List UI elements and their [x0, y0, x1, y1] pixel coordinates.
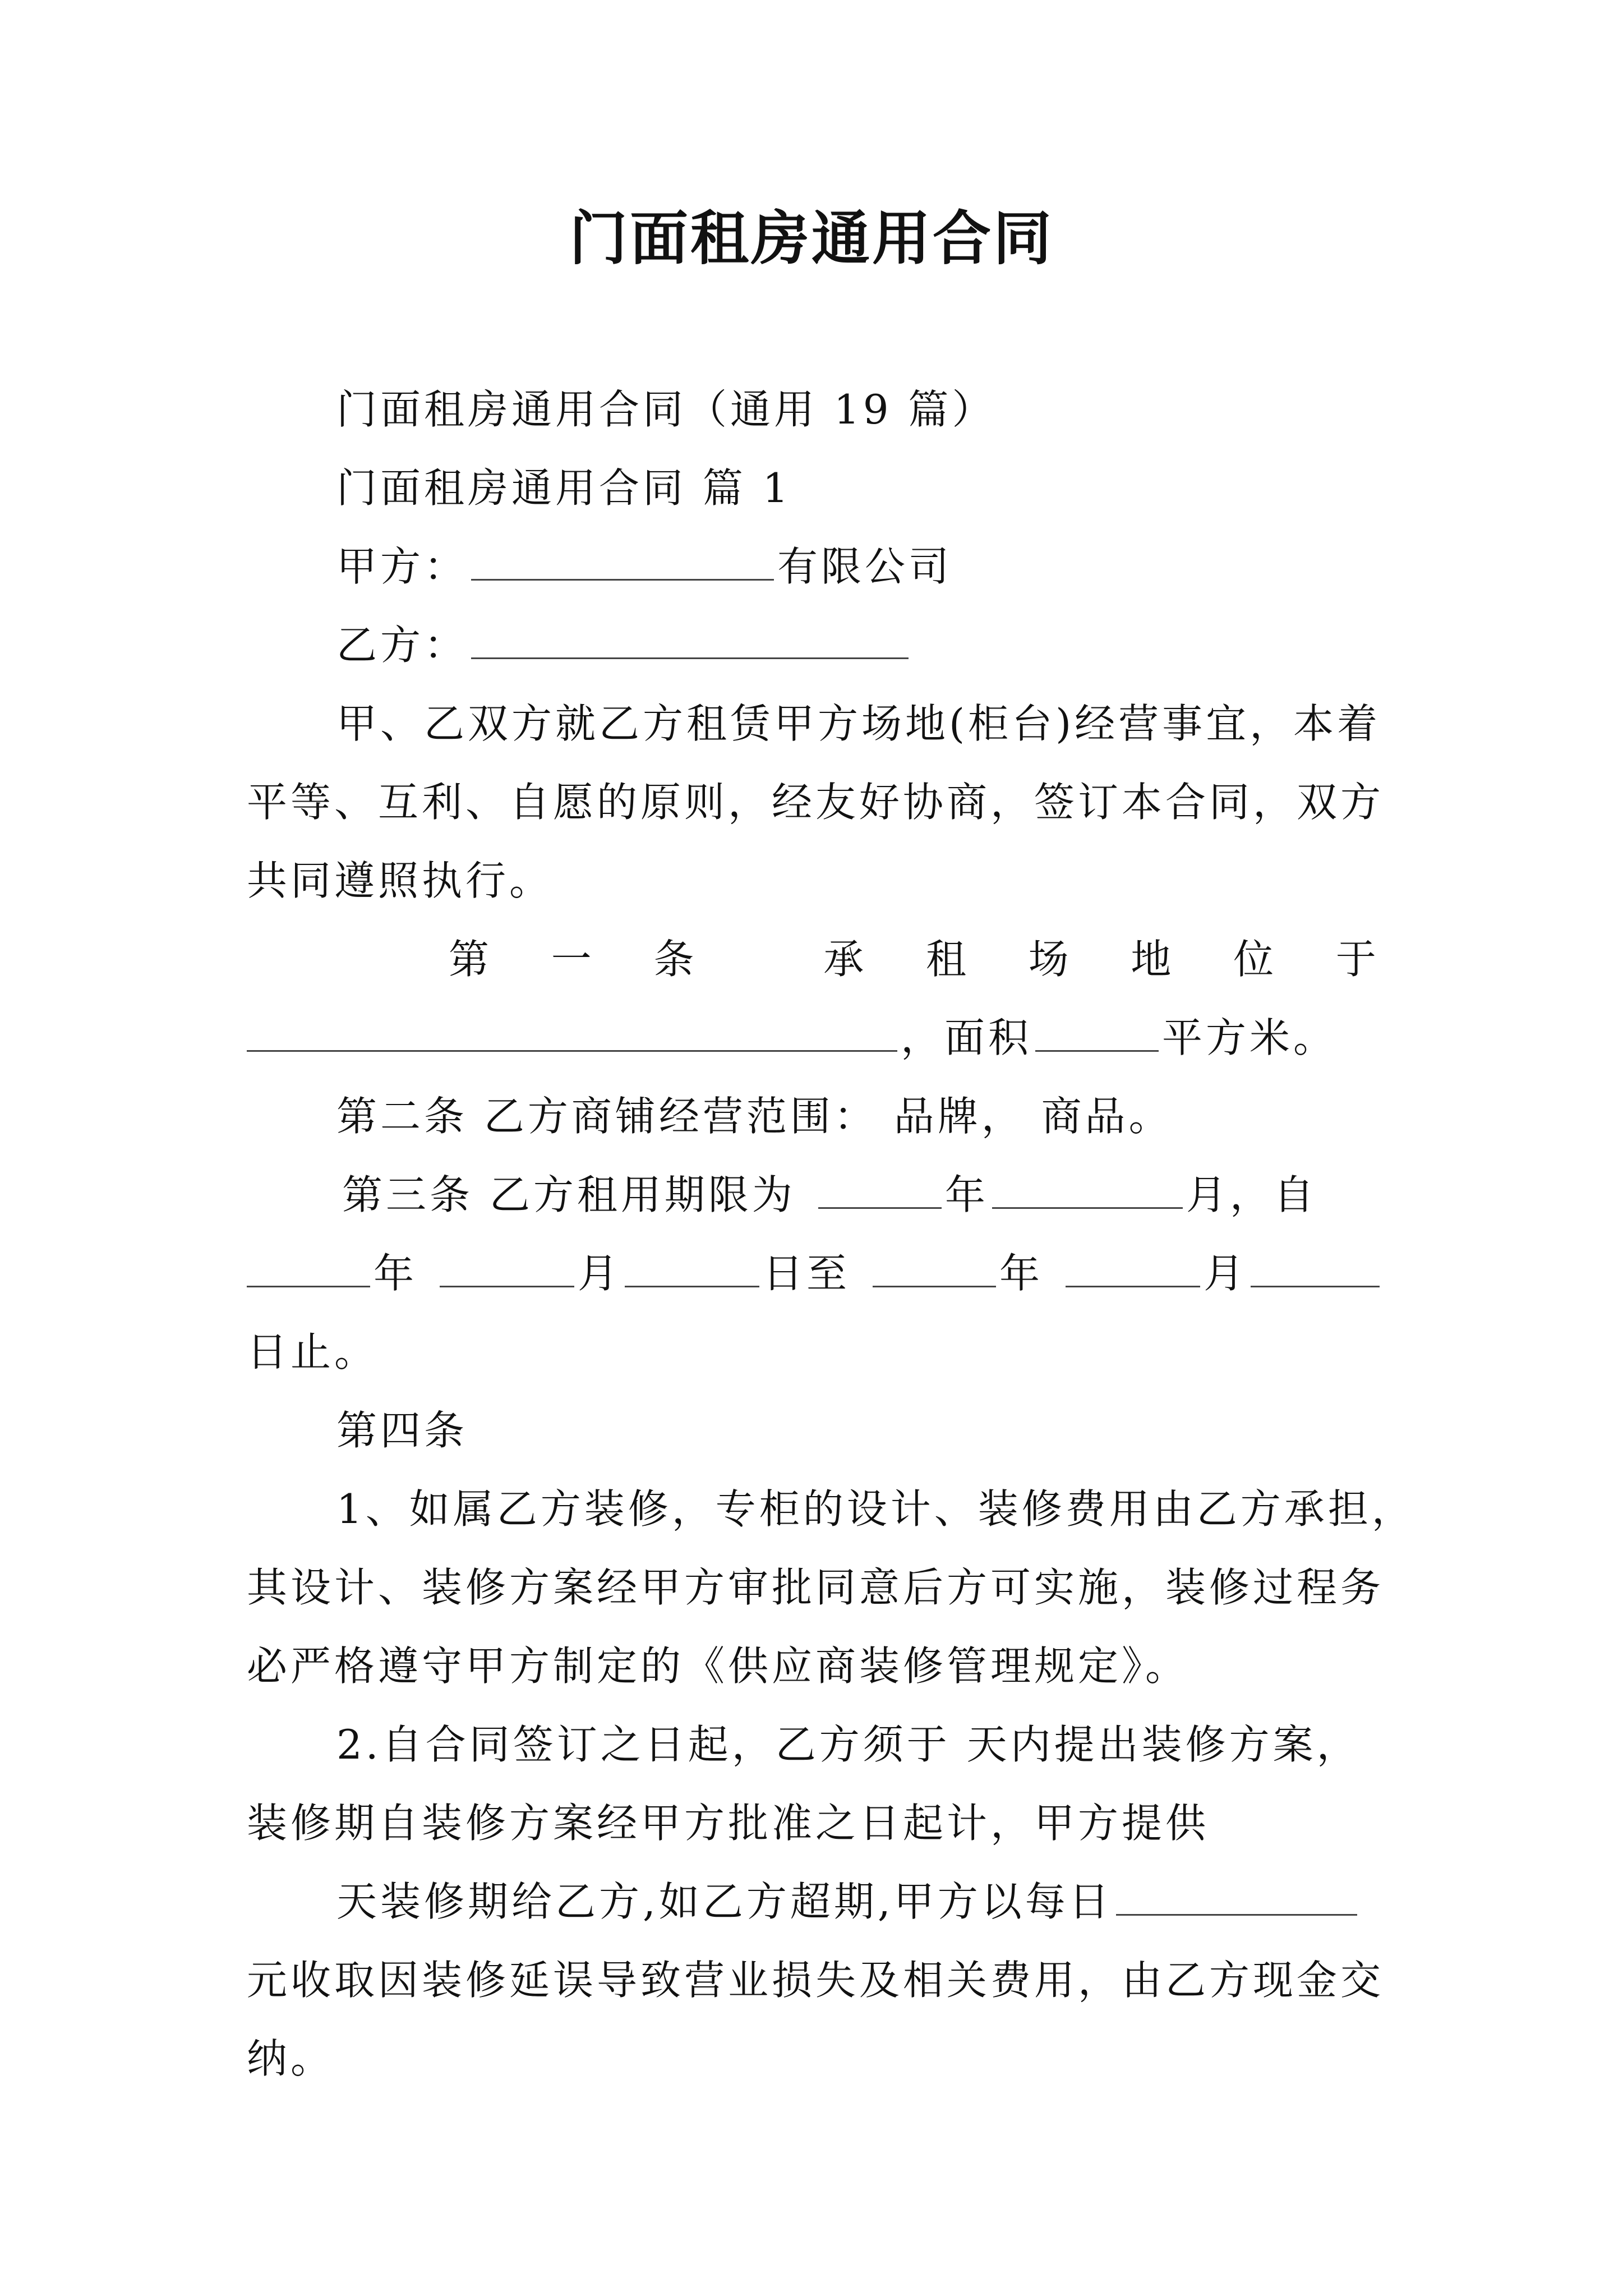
- area-label: ，面积: [901, 1014, 1032, 1061]
- article-2: 第二条 乙方商铺经营范围： 品牌， 商品。: [336, 1093, 1173, 1140]
- article-1-char: 租: [925, 936, 970, 983]
- article-4-p1-line: 必严格遵守甲方制定的《供应商装修管理规定》。: [247, 1642, 1189, 1690]
- article-4-p1-line: 1、如属乙方装修，专柜的设计、装修费用由乙方承担，: [336, 1485, 1415, 1533]
- article-4-heading: 第四条: [336, 1407, 468, 1454]
- article-1-char: 条: [653, 936, 698, 983]
- article-4-p3-text: 天装修期给乙方,如乙方超期,甲方以每日: [336, 1878, 1113, 1925]
- intro-line: 共同遵照执行。: [247, 857, 554, 904]
- article-3-line: [342, 1167, 1317, 1223]
- article-1-char: 地: [1131, 936, 1175, 983]
- document-title: 门面租房通用合同: [569, 204, 1054, 273]
- article-4-p3-line: 纳。: [247, 2035, 335, 2082]
- year-label: 年: [374, 1250, 418, 1297]
- article-1-char: 一: [551, 936, 595, 983]
- year-blank: [873, 1246, 996, 1287]
- article-4-p3-line: 元收取因装修延误导致营业损失及相关费用，由乙方现金交: [247, 1957, 1385, 2004]
- party-a-label: 甲方：: [336, 543, 468, 590]
- intro-line: 甲、乙双方就乙方租赁甲方场地(柜台)经营事宜，本着: [336, 700, 1381, 747]
- month-blank: [992, 1168, 1183, 1209]
- party-a-blank: [471, 540, 774, 581]
- article-3-dates-line: [247, 1245, 1383, 1301]
- party-b-label: 乙方：: [336, 622, 468, 669]
- article-4-p2-line: 装修期自装修方案经甲方批准之日起计，甲方提供: [247, 1800, 1210, 1847]
- article-1-heading: [449, 931, 1380, 987]
- daily-fee-blank: [1116, 1875, 1357, 1916]
- year-blank: [818, 1168, 942, 1209]
- location-blank: [247, 1011, 897, 1052]
- area-blank: [1035, 1011, 1159, 1052]
- article-3-end: 日止。: [247, 1328, 379, 1375]
- month-label: 月: [1204, 1250, 1248, 1297]
- article-1-char: 位: [1233, 936, 1278, 983]
- party-a-suffix: 有限公司: [777, 543, 953, 590]
- intro-line: 平等、互利、自愿的原则，经友好协商，签订本合同，双方: [247, 779, 1385, 826]
- section-heading: 门面租房通用合同 篇 1: [336, 464, 792, 512]
- day-to-label: 日至: [763, 1250, 851, 1297]
- month-blank: [440, 1246, 574, 1287]
- article-4-p1-line: 其设计、装修方案经甲方审批同意后方可实施，装修过程务: [247, 1564, 1385, 1611]
- article-1-location-line: [247, 1010, 1337, 1066]
- area-unit: 平方米。: [1162, 1014, 1338, 1061]
- article-3-prefix: 第三条 乙方租用期限为: [342, 1171, 796, 1218]
- article-1-char: 于: [1335, 936, 1380, 983]
- party-a-line: [336, 539, 952, 595]
- year-label: 年: [944, 1171, 989, 1218]
- day-blank: [625, 1246, 759, 1287]
- document-subtitle: 门面租房通用合同（通用 19 篇）: [336, 386, 996, 433]
- article-4-p2-line: 2.自合同签订之日起，乙方须于 天内提出装修方案，: [336, 1721, 1361, 1768]
- article-1-char: 场: [1028, 936, 1072, 983]
- article-4-p3-line: [336, 1874, 1361, 1930]
- party-b-line: [336, 617, 912, 673]
- day-blank: [1251, 1246, 1380, 1287]
- month-blank: [1066, 1246, 1200, 1287]
- month-label: 月，自: [1186, 1171, 1317, 1218]
- year-label: 年: [999, 1250, 1044, 1297]
- party-b-blank: [471, 618, 909, 659]
- month-label: 月: [578, 1250, 622, 1297]
- year-blank: [247, 1246, 370, 1287]
- article-1-char: 承: [823, 936, 868, 983]
- article-1-char: 第: [449, 936, 493, 983]
